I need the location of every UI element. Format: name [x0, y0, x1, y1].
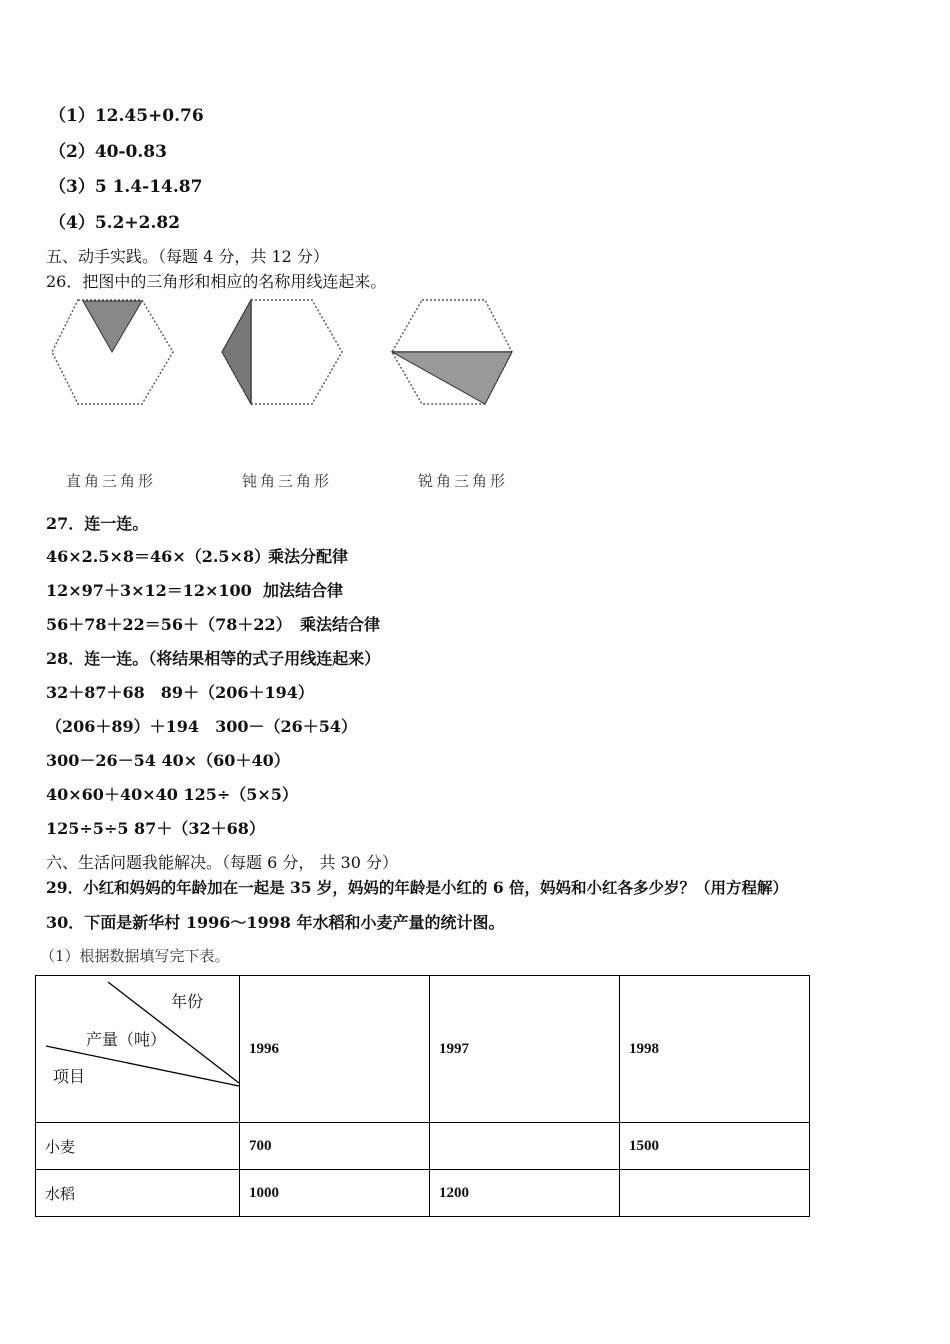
q28-row-5: 125÷5÷5 87＋（32＋68） — [46, 819, 265, 838]
production-table — [35, 975, 810, 1217]
question-27: 27．连一连。 — [46, 514, 149, 533]
section-5-heading: 五、动手实践。（每题 4 分，共 12 分） — [46, 247, 329, 266]
row-rice-name: 水稻 — [36, 1170, 240, 1217]
hexagon-figure-2 — [222, 300, 342, 404]
rice-1996: 1000 — [240, 1170, 430, 1217]
table-header-diagonal-cell — [36, 976, 240, 1123]
question-29: 29．小红和妈妈的年龄加在一起是 35 岁，妈妈的年龄是小红的 6 倍，妈妈和小红各多少岁？（用方程解） — [46, 878, 789, 897]
question-26: 26．把图中的三角形和相应的名称用线连起来。 — [46, 272, 387, 291]
q27-law-1: 乘法分配律 — [268, 547, 349, 566]
label-acute-triangle: 锐角三角形 — [418, 472, 509, 490]
year-1996: 1996 — [240, 976, 430, 1123]
header-year-label: 年份 — [171, 992, 204, 1011]
year-1998: 1998 — [620, 976, 810, 1123]
calc-item-3: （3）5 1.4-14.87 — [49, 177, 203, 197]
wheat-1998: 1500 — [620, 1123, 810, 1170]
wheat-1997[interactable] — [430, 1123, 620, 1170]
hexagon-figures — [40, 290, 540, 415]
calc-item-1: （1）12.45+0.76 — [49, 106, 204, 126]
label-obtuse-triangle: 钝角三角形 — [242, 472, 333, 490]
hexagon-figure-1 — [52, 300, 173, 404]
calc-item-4: （4）5.2+2.82 — [49, 213, 181, 233]
hexagon-figure-3 — [392, 300, 512, 404]
q28-row-4: 40×60＋40×40 125÷（5×5） — [46, 785, 298, 804]
q27-expr-1: 46×2.5×8＝46×（2.5×8） — [46, 547, 271, 566]
q28-row-2: （206＋89）＋194 300－（26＋54） — [46, 717, 357, 736]
q27-law-3: 乘法结合律 — [300, 615, 381, 634]
q28-row-1: 32＋87＋68 89＋（206＋194） — [46, 683, 314, 702]
rice-1998[interactable] — [620, 1170, 810, 1217]
header-item-label: 项目 — [53, 1067, 86, 1086]
year-1997: 1997 — [430, 976, 620, 1123]
question-30: 30．下面是新华村 1996～1998 年水稻和小麦产量的统计图。 — [46, 913, 505, 932]
header-unit-label: 产量（吨） — [86, 1030, 167, 1049]
section-6-heading: 六、生活问题我能解决。（每题 6 分， 共 30 分） — [46, 853, 398, 872]
calc-item-2: （2）40-0.83 — [49, 142, 167, 162]
rice-1997: 1200 — [430, 1170, 620, 1217]
question-28: 28．连一连。（将结果相等的式子用线连起来） — [46, 649, 381, 668]
row-wheat-name: 小麦 — [36, 1123, 240, 1170]
wheat-1996: 700 — [240, 1123, 430, 1170]
q28-row-3: 300－26－54 40×（60＋40） — [46, 751, 290, 770]
q27-law-2: 加法结合律 — [263, 581, 344, 600]
q27-expr-3: 56＋78＋22＝56＋（78＋22） — [46, 615, 292, 634]
q27-expr-2: 12×97＋3×12＝12×100 — [46, 581, 252, 600]
label-right-triangle: 直角三角形 — [66, 472, 157, 490]
question-30-sub: （1）根据数据填写完下表。 — [40, 947, 230, 965]
